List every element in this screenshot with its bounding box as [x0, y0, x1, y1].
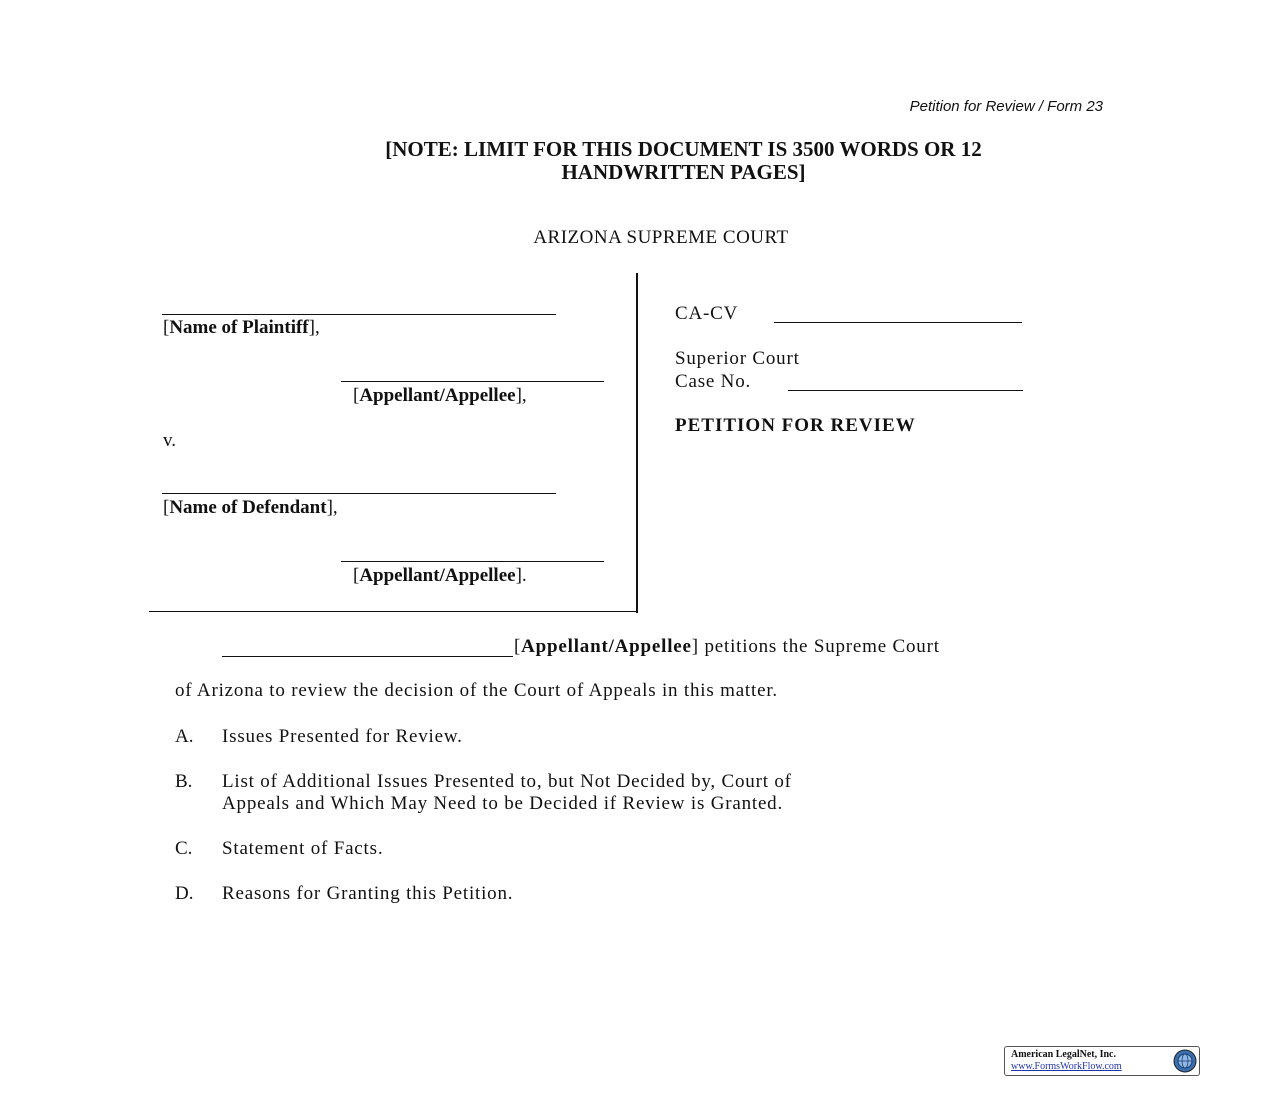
american-legalnet-logo: [1004, 1046, 1200, 1076]
section-letter-b: B.: [175, 771, 193, 792]
case-number-label: Case No.: [675, 371, 752, 392]
section-letter-c: C.: [175, 838, 193, 859]
section-heading-b: List of Additional Issues Presented to, but Not Decided by, Court of: [222, 771, 792, 792]
intro-rest-text: petitions the Supreme Court: [704, 636, 940, 657]
defendant-label-text: Name of Defendant: [169, 497, 327, 518]
petitioner-name-blank: [222, 656, 513, 657]
word-limit-note: [200, 138, 1167, 184]
ca-cv-label: CA-CV: [675, 303, 739, 324]
defendant-role-text: Appellant/Appellee: [359, 565, 516, 586]
defendant-role-blank: [341, 561, 604, 562]
defendant-name-blank: [162, 493, 556, 494]
plaintiff-name-blank: [162, 314, 556, 315]
document-title: PETITION FOR REVIEW: [675, 415, 916, 436]
form-identifier: Petition for Review / Form 23: [909, 98, 1103, 115]
intro-line1: [Appellant/Appellee] petitions the Supreme Court: [514, 636, 940, 657]
versus-label: v.: [163, 430, 177, 451]
word-limit-note-line1: [NOTE: LIMIT FOR THIS DOCUMENT IS 3500 WORDS OR 12: [385, 137, 982, 161]
globe-icon: [1173, 1049, 1197, 1073]
intro-role-text: Appellant/Appellee: [521, 636, 692, 657]
section-letter-a: A.: [175, 726, 194, 747]
plaintiff-role-text: Appellant/Appellee: [359, 385, 516, 406]
section-letter-d: D.: [175, 883, 194, 904]
caption-bottom-rule: [149, 611, 638, 612]
plaintiff-role-blank: [341, 381, 604, 382]
section-heading-b-line2: Appeals and Which May Need to be Decided if Review is Granted.: [222, 793, 784, 814]
section-heading-c: Statement of Facts.: [222, 838, 384, 859]
plaintiff-role-label: [Appellant/Appellee],: [353, 385, 527, 406]
intro-line2: of Arizona to review the decision of the Court of Appeals in this matter.: [175, 680, 778, 701]
section-heading-a: Issues Presented for Review.: [222, 726, 463, 747]
plaintiff-label: [Name of Plaintiff],: [163, 317, 320, 338]
logo-company-name: American LegalNet, Inc.: [1011, 1049, 1116, 1060]
section-heading-d: Reasons for Granting this Petition.: [222, 883, 514, 904]
defendant-role-label: [Appellant/Appellee].: [353, 565, 527, 586]
superior-court-label: Superior Court: [675, 348, 800, 369]
ca-cv-number-blank: [774, 322, 1022, 323]
caption-vertical-rule: [636, 273, 638, 613]
defendant-label: [Name of Defendant],: [163, 497, 338, 518]
case-number-blank: [788, 390, 1023, 391]
word-limit-note-line2: HANDWRITTEN PAGES]: [561, 160, 806, 184]
plaintiff-label-text: Name of Plaintiff: [169, 317, 309, 338]
court-name: ARIZONA SUPREME COURT: [533, 227, 789, 248]
logo-website-link[interactable]: www.FormsWorkFlow.com: [1011, 1061, 1122, 1072]
